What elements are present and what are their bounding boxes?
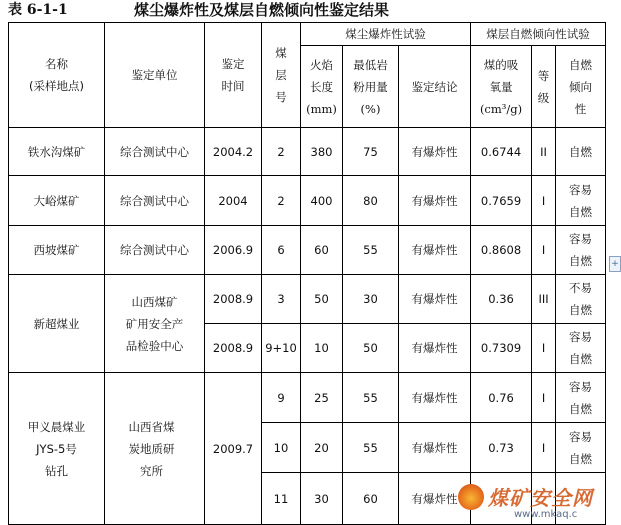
- cell-conclusion: 有爆炸性: [399, 176, 471, 226]
- header-grade: 等 级: [532, 46, 556, 128]
- watermark-text: 煤矿安全网: [488, 486, 593, 510]
- cell-time: 2008.9: [205, 324, 262, 373]
- cell-rock: 55: [343, 373, 399, 423]
- cell-rock: 30: [343, 275, 399, 324]
- header-name: 名称 (采样地点): [9, 23, 105, 128]
- table-row: [9, 128, 606, 176]
- table-row: [9, 226, 606, 275]
- cell-seam: 6: [262, 226, 301, 275]
- cell-rock: 80: [343, 176, 399, 226]
- cell-grade: I: [532, 373, 556, 423]
- cell-conclusion: 有爆炸性: [399, 226, 471, 275]
- cell-seam: 2: [262, 128, 301, 176]
- cell-seam: 9+10: [262, 324, 301, 373]
- cell-seam: 11: [262, 473, 301, 525]
- cell-unit: 综合测试中心: [105, 128, 205, 176]
- cell-grade: I: [532, 176, 556, 226]
- header-unit: 鉴定单位: [105, 23, 205, 128]
- table-row: [9, 176, 606, 226]
- cell-time: 2009.7: [205, 373, 262, 525]
- cell-oxygen: 0.8608: [471, 226, 532, 275]
- cell-time: 2004.2: [205, 128, 262, 176]
- cell-conclusion: 有爆炸性: [399, 128, 471, 176]
- cell-time: 2006.9: [205, 226, 262, 275]
- cell-seam: 2: [262, 176, 301, 226]
- header-row-1: [9, 23, 606, 46]
- header-dust-group: 煤尘爆炸性试验: [301, 23, 471, 46]
- cell-flame: 400: [301, 176, 343, 226]
- cell-oxygen: 0.73: [471, 423, 532, 473]
- cell-tendency: 容易 自燃: [556, 226, 606, 275]
- cell-flame: 380: [301, 128, 343, 176]
- header-seam: 煤 层 号: [262, 23, 301, 128]
- cell-rock: 75: [343, 128, 399, 176]
- cell-name: 铁水沟煤矿: [9, 128, 105, 176]
- cell-conclusion: 有爆炸性: [399, 473, 471, 525]
- header-time: 鉴定 时间: [205, 23, 262, 128]
- cell-conclusion: 有爆炸性: [399, 275, 471, 324]
- cell-flame: 30: [301, 473, 343, 525]
- cell-grade: I: [532, 324, 556, 373]
- header-rock: 最低岩 粉用量 (%): [343, 46, 399, 128]
- cell-grade: I: [532, 226, 556, 275]
- cell-grade: III: [532, 275, 556, 324]
- table-row: [9, 373, 606, 423]
- cell-flame: 50: [301, 275, 343, 324]
- header-oxygen: 煤的吸 氧量 (cm³/g): [471, 46, 532, 128]
- cell-name: 西坡煤矿: [9, 226, 105, 275]
- cell-oxygen: 0.6744: [471, 128, 532, 176]
- table-title: 煤尘爆炸性及煤层自燃倾向性鉴定结果: [134, 1, 390, 19]
- cell-flame: 60: [301, 226, 343, 275]
- cell-name: 甲义晨煤业 JYS-5号 钻孔: [9, 373, 105, 525]
- cell-name: 新超煤业: [9, 275, 105, 373]
- cell-unit: 山西省煤 炭地质研 究所: [105, 373, 205, 525]
- cell-conclusion: 有爆炸性: [399, 324, 471, 373]
- cell-tendency: 容易 自燃: [556, 324, 606, 373]
- cell-oxygen: 0.7309: [471, 324, 532, 373]
- cell-grade: I: [532, 423, 556, 473]
- cell-unit: 综合测试中心: [105, 176, 205, 226]
- table-number: 表 6-1-1: [8, 2, 68, 18]
- cell-rock: 55: [343, 423, 399, 473]
- cell-tendency: 容易 自燃: [556, 176, 606, 226]
- cell-seam: 9: [262, 373, 301, 423]
- cell-unit: 综合测试中心: [105, 226, 205, 275]
- cell-flame: 20: [301, 423, 343, 473]
- header-fire-group: 煤层自燃倾向性试验: [471, 23, 606, 46]
- cell-seam: 3: [262, 275, 301, 324]
- header-dust-conclusion: 鉴定结论: [399, 46, 471, 128]
- cell-conclusion: 有爆炸性: [399, 423, 471, 473]
- cell-tendency: 容易 自燃: [556, 423, 606, 473]
- cell-oxygen: 0.36: [471, 275, 532, 324]
- table-resize-handle[interactable]: +: [609, 256, 621, 272]
- cell-conclusion: 有爆炸性: [399, 373, 471, 423]
- cell-oxygen: 0.76: [471, 373, 532, 423]
- cell-tendency: 容易 自燃: [556, 373, 606, 423]
- cell-rock: 60: [343, 473, 399, 525]
- header-flame: 火焰 长度 (mm): [301, 46, 343, 128]
- site-watermark: [458, 482, 618, 524]
- cell-tendency: 不易 自燃: [556, 275, 606, 324]
- cell-time: 2004: [205, 176, 262, 226]
- cell-name: 大峪煤矿: [9, 176, 105, 226]
- cell-flame: 25: [301, 373, 343, 423]
- flame-logo-icon: [458, 484, 484, 510]
- cell-unit: 山西煤矿 矿用安全产 品检验中心: [105, 275, 205, 373]
- results-table: [8, 22, 606, 525]
- cell-oxygen: 0.7659: [471, 176, 532, 226]
- header-tendency: 自燃 倾向 性: [556, 46, 606, 128]
- cell-rock: 55: [343, 226, 399, 275]
- cell-seam: 10: [262, 423, 301, 473]
- watermark-url: www.mkaq.c: [514, 509, 578, 520]
- cell-time: 2008.9: [205, 275, 262, 324]
- cell-flame: 10: [301, 324, 343, 373]
- cell-grade: II: [532, 128, 556, 176]
- cell-rock: 50: [343, 324, 399, 373]
- cell-tendency: 自燃: [556, 128, 606, 176]
- table-row: [9, 275, 606, 324]
